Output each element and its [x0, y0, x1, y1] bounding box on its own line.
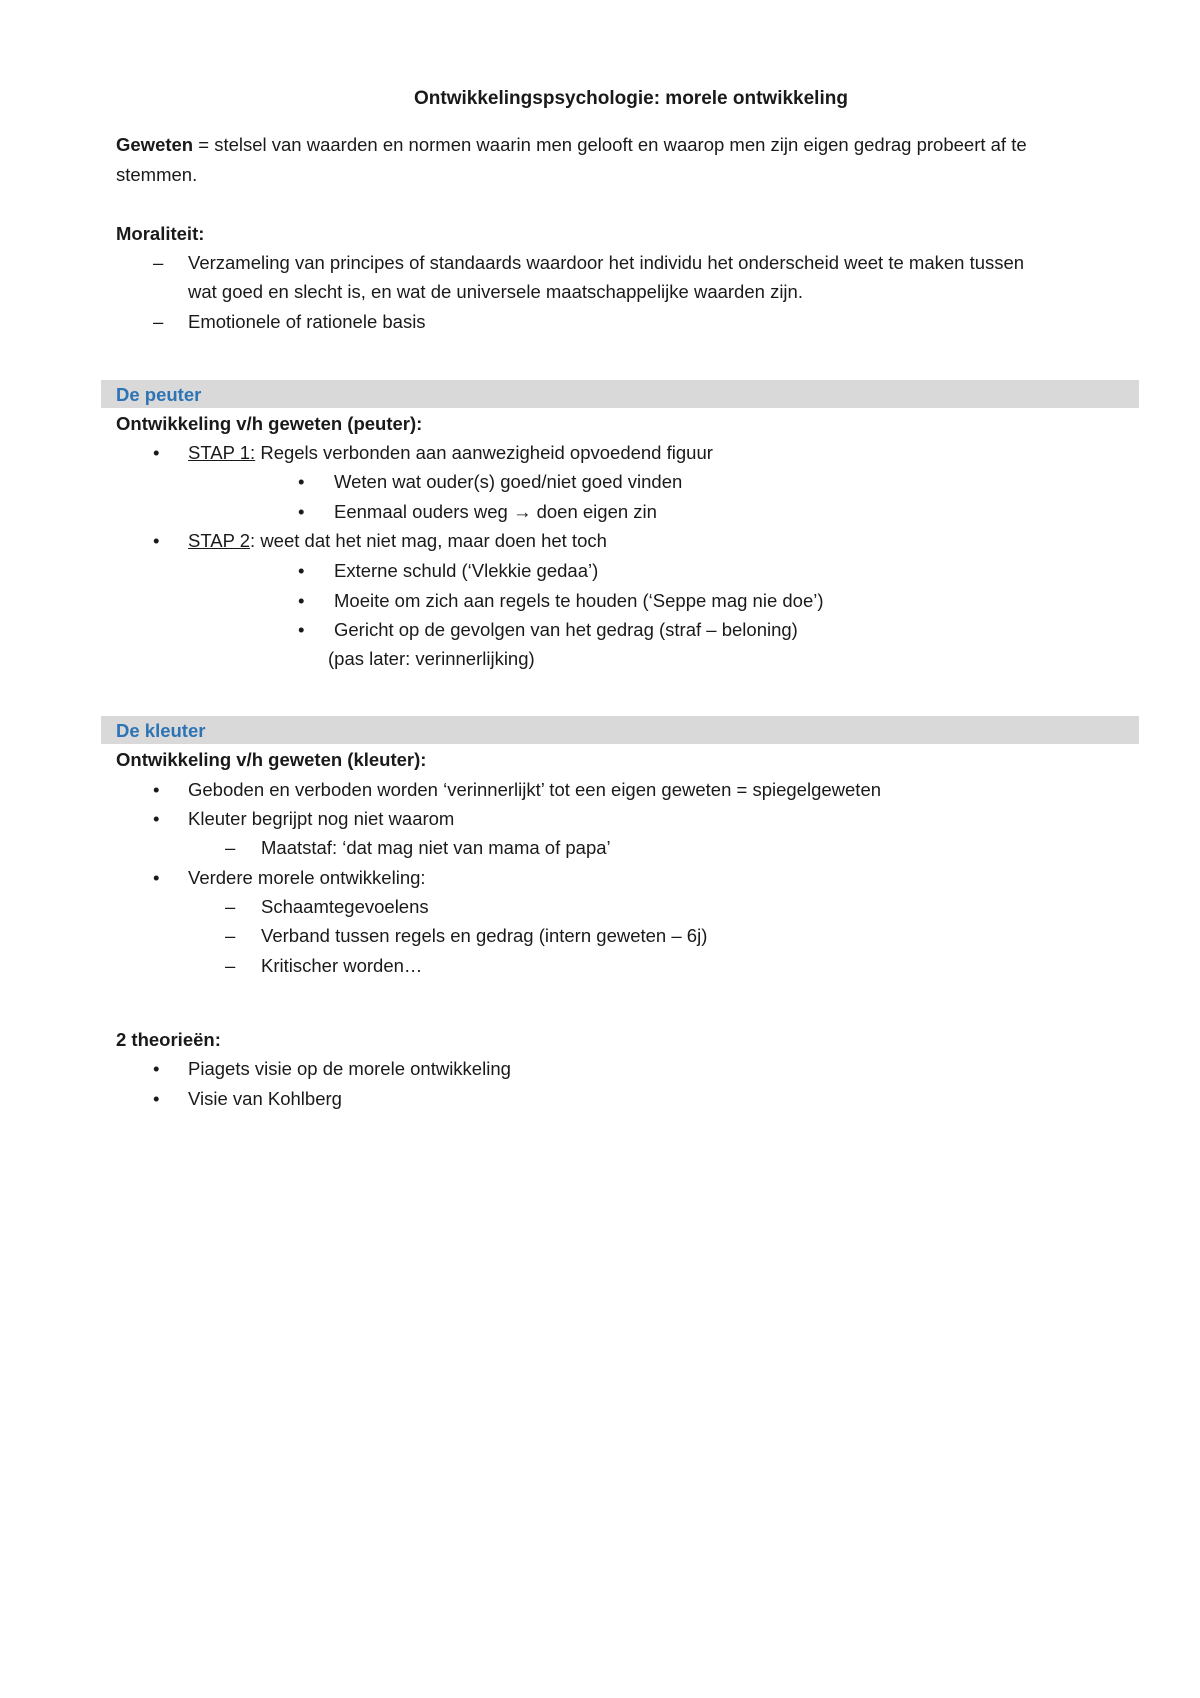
stap1-subitem-2 — [334, 498, 657, 526]
theorieen-heading: 2 theorieën: — [116, 1029, 221, 1050]
section-heading-kleuter: De kleuter — [116, 720, 206, 741]
peuter-heading: Ontwikkeling v/h geweten (peuter): — [116, 413, 423, 434]
kleuter-subitem-1: Maatstaf: ‘dat mag niet van mama of papa’ — [261, 837, 611, 858]
kleuter-heading: Ontwikkeling v/h geweten (kleuter): — [116, 749, 427, 770]
section-heading-peuter: De peuter — [116, 384, 202, 405]
bullet-marker: • — [153, 442, 160, 463]
moraliteit-item-1: Verzameling van principes of standaards waardoor het individu het onderscheid weet te maken tussen — [188, 252, 1025, 273]
geweten-text: = stelsel van waarden en normen waarin men gelooft en waarop men zijn eigen gedrag probeert af te — [193, 134, 1027, 155]
moraliteit-item-1-cont: wat goed en slecht is, en wat de universele maatschappelijke waarden zijn. — [188, 281, 803, 302]
kleuter-subitem-3: Verband tussen regels en gedrag (intern geweten – 6j) — [261, 925, 708, 946]
dash-marker: – — [225, 896, 236, 917]
section-band-kleuter — [101, 716, 1139, 744]
dash-marker: – — [225, 837, 236, 858]
kleuter-item-2: Kleuter begrijpt nog niet waarom — [188, 808, 455, 829]
kleuter-item-3: Verdere morele ontwikkeling: — [188, 867, 426, 888]
geweten-term: Geweten — [116, 134, 194, 155]
kleuter-subitem-2: Schaamtegevoelens — [261, 896, 429, 917]
kleuter-subitem-4: Kritischer worden… — [261, 955, 423, 976]
geweten-text-cont: stemmen. — [116, 164, 198, 185]
bullet-marker: • — [153, 1088, 160, 1109]
bullet-marker: • — [153, 1058, 160, 1079]
stap1-item — [188, 439, 713, 467]
stap1-subitem-1: Weten wat ouder(s) goed/niet goed vinden — [334, 471, 683, 492]
dash-marker: – — [225, 955, 236, 976]
stap2-subitem-1: Externe schuld (‘Vlekkie gedaa’) — [334, 560, 599, 581]
section-band-peuter — [101, 380, 1139, 408]
arrow-right-icon: → — [512, 501, 532, 522]
kleuter-item-1: Geboden en verboden worden ‘verinnerlijkt’ tot een eigen geweten = spiegelgeweten — [188, 779, 882, 800]
moraliteit-item-2: Emotionele of rationele basis — [188, 311, 426, 332]
theorie-item-1: Piagets visie op de morele ontwikkeling — [188, 1058, 511, 1079]
bullet-marker: • — [298, 560, 305, 581]
bullet-marker: • — [153, 779, 160, 800]
bullet-marker: • — [298, 471, 305, 492]
stap2-subitem-2: Moeite om zich aan regels te houden (‘Seppe mag nie doe’) — [334, 590, 824, 611]
stap1-subitem-2-rest: doen eigen zin — [531, 501, 657, 522]
moraliteit-heading: Moraliteit: — [116, 223, 205, 244]
peuter-note: (pas later: verinnerlijking) — [328, 648, 535, 669]
stap2-label: STAP 2 — [188, 530, 251, 551]
geweten-definition — [116, 130, 1027, 190]
bullet-marker: • — [153, 867, 160, 888]
bullet-marker: • — [298, 590, 305, 611]
theorie-item-2: Visie van Kohlberg — [188, 1088, 342, 1109]
bullet-marker: • — [298, 501, 305, 522]
stap2-subitem-3: Gericht op de gevolgen van het gedrag (straf – beloning) — [334, 619, 798, 640]
stap2-text: : weet dat het niet mag, maar doen het toch — [250, 530, 607, 551]
bullet-marker: • — [153, 530, 160, 551]
document-title: Ontwikkelingspsychologie: morele ontwikkeling — [414, 88, 848, 109]
dash-marker: – — [225, 925, 236, 946]
dash-marker: – — [153, 252, 164, 273]
stap2-item — [188, 527, 607, 555]
stap1-label: STAP 1: — [188, 442, 256, 463]
bullet-marker: • — [153, 808, 160, 829]
stap1-subitem-2-text: Eenmaal ouders weg — [334, 501, 508, 522]
stap1-text: Regels verbonden aan aanwezigheid opvoedend figuur — [255, 442, 713, 463]
dash-marker: – — [153, 311, 164, 332]
bullet-marker: • — [298, 619, 305, 640]
